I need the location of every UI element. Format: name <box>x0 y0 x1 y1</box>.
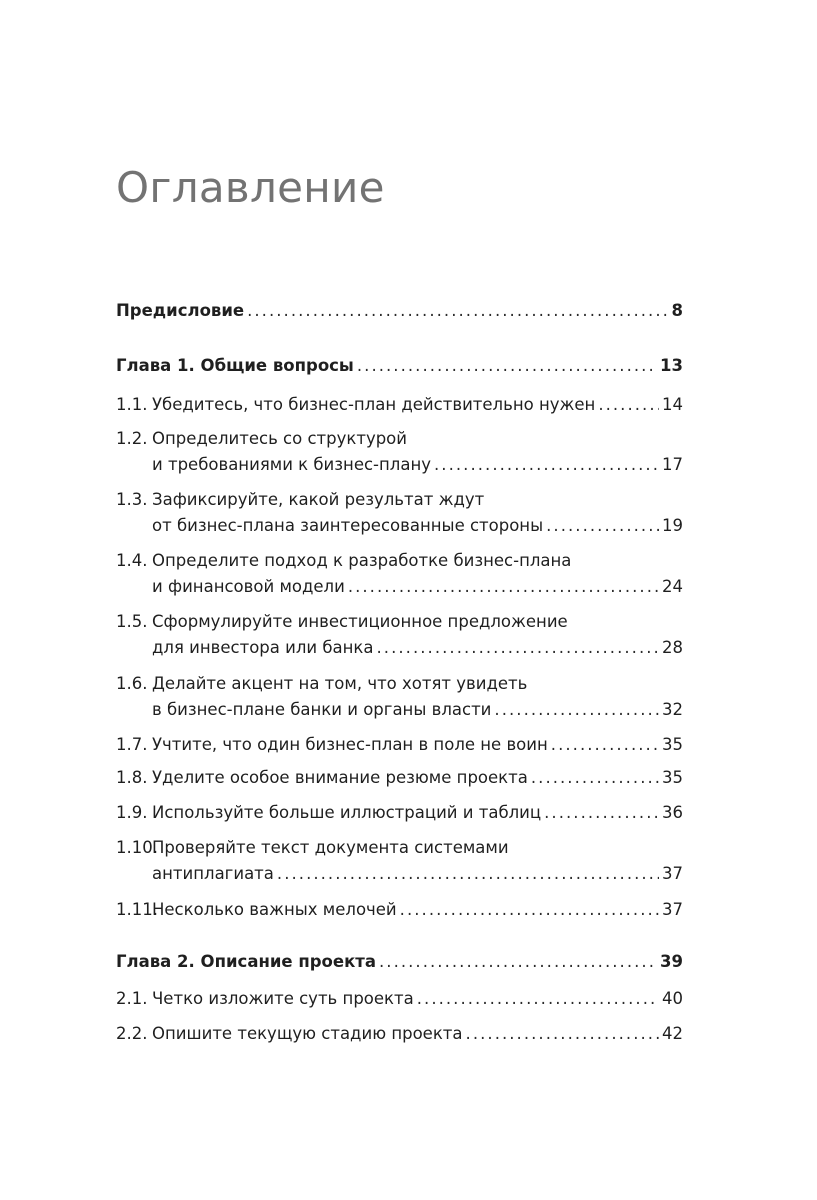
toc-page-number: 35 <box>662 735 683 754</box>
toc-entry-text: Глава 1. Общие вопросы <box>116 356 354 375</box>
toc-page-number: 40 <box>662 989 683 1008</box>
toc-section-number: 2.1. <box>116 989 148 1008</box>
toc-entry-1-11[interactable] <box>116 897 683 923</box>
toc-entry-text: Предисловие <box>116 301 245 320</box>
toc-section-number: 1.9. <box>116 803 148 822</box>
page-title: Оглавление <box>116 163 385 212</box>
toc-section-number: 1.11. <box>116 900 158 919</box>
toc-section-number: 1.3. <box>116 490 148 509</box>
toc-entry-1-8[interactable] <box>116 765 683 791</box>
toc-section-number: 1.5. <box>116 612 148 631</box>
toc-page-number: 14 <box>662 395 683 414</box>
toc-page-number: 37 <box>662 864 683 883</box>
toc-entry-2-2[interactable] <box>116 1021 683 1047</box>
toc-entry-1-4[interactable] <box>116 548 683 600</box>
toc-page-number: 39 <box>660 952 683 971</box>
toc-page-number: 17 <box>662 455 683 474</box>
toc-entry-text: Проверяйте текст документа системами <box>152 838 509 857</box>
dot-leader <box>434 452 659 478</box>
toc-entry-text: Убедитесь, что бизнес-план действительно нужен <box>152 395 596 414</box>
toc-section-number: 1.7. <box>116 735 148 754</box>
toc-entry-2-1[interactable] <box>116 986 683 1012</box>
toc-page-number: 35 <box>662 768 683 787</box>
toc-entry-text: и требованиями к бизнес-плану <box>152 455 432 474</box>
toc-page-number: 24 <box>662 577 683 596</box>
dot-leader <box>377 635 659 661</box>
toc-section-number: 1.1. <box>116 395 148 414</box>
toc-page-number: 13 <box>660 356 683 375</box>
toc-entry-text: Определитесь со структурой <box>152 429 408 448</box>
dot-leader <box>531 765 659 791</box>
dot-leader <box>494 697 659 723</box>
toc-entry-text: в бизнес-плане банки и органы власти <box>152 700 492 719</box>
toc-entry-1-5[interactable] <box>116 609 683 661</box>
toc-entry-text: Делайте акцент на том, что хотят увидеть <box>152 674 528 693</box>
toc-entry-text: Несколько важных мелочей <box>152 900 397 919</box>
toc-entry-1-2[interactable] <box>116 426 683 478</box>
toc-section-number: 1.10. <box>116 838 158 857</box>
toc-entry-text: Уделите особое внимание резюме проекта <box>152 768 528 787</box>
toc-section-number: 1.8. <box>116 768 148 787</box>
dot-leader <box>357 353 657 379</box>
toc-page-number: 19 <box>662 516 683 535</box>
toc-page-number: 32 <box>662 700 683 719</box>
toc-entry-text: для инвестора или банка <box>152 638 374 657</box>
dot-leader <box>400 897 659 923</box>
toc-entry-text: Определите подход к разработке бизнес-плана <box>152 551 572 570</box>
toc-section-number: 2.2. <box>116 1024 148 1043</box>
toc-entry-1-3[interactable] <box>116 487 683 539</box>
dot-leader <box>551 732 659 758</box>
toc-entry-1-9[interactable] <box>116 800 683 826</box>
toc-entry-1-10[interactable] <box>116 835 683 887</box>
toc-entry-text: от бизнес-плана заинтересованные стороны <box>152 516 544 535</box>
toc-page-number: 36 <box>662 803 683 822</box>
dot-leader <box>546 513 659 539</box>
dot-leader <box>466 1021 659 1047</box>
toc-entry-1-1[interactable] <box>116 392 683 418</box>
toc-entry-text: Опишите текущую стадию проекта <box>152 1024 463 1043</box>
toc-entry-chapter-1[interactable] <box>116 353 683 379</box>
toc-entry-text: Зафиксируйте, какой результат ждут <box>152 490 485 509</box>
dot-leader <box>247 298 668 324</box>
toc-entry-preface[interactable] <box>116 298 683 324</box>
toc-entry-chapter-2[interactable] <box>116 949 683 975</box>
toc-entry-text: Учтите, что один бизнес-план в поле не воин <box>152 735 548 754</box>
toc-section-number: 1.2. <box>116 429 148 448</box>
toc-entry-text: Четко изложите суть проекта <box>152 989 414 1008</box>
toc-section-number: 1.6. <box>116 674 148 693</box>
toc-entry-1-6[interactable] <box>116 671 683 723</box>
toc-page-number: 8 <box>671 301 683 320</box>
toc-entry-text: Сформулируйте инвестиционное предложение <box>152 612 568 631</box>
toc-page-number: 28 <box>662 638 683 657</box>
dot-leader <box>544 800 659 826</box>
toc-entry-text: и финансовой модели <box>152 577 345 596</box>
dot-leader <box>379 949 657 975</box>
toc-section-number: 1.4. <box>116 551 148 570</box>
dot-leader <box>598 392 659 418</box>
toc-entry-text: Глава 2. Описание проекта <box>116 952 376 971</box>
dot-leader <box>417 986 659 1012</box>
dot-leader <box>348 574 659 600</box>
toc-page-number: 37 <box>662 900 683 919</box>
dot-leader <box>277 861 659 887</box>
toc-entry-1-7[interactable] <box>116 732 683 758</box>
toc-entry-text: антиплагиата <box>152 864 274 883</box>
toc-page-number: 42 <box>662 1024 683 1043</box>
toc-entry-text: Используйте больше иллюстраций и таблиц <box>152 803 542 822</box>
